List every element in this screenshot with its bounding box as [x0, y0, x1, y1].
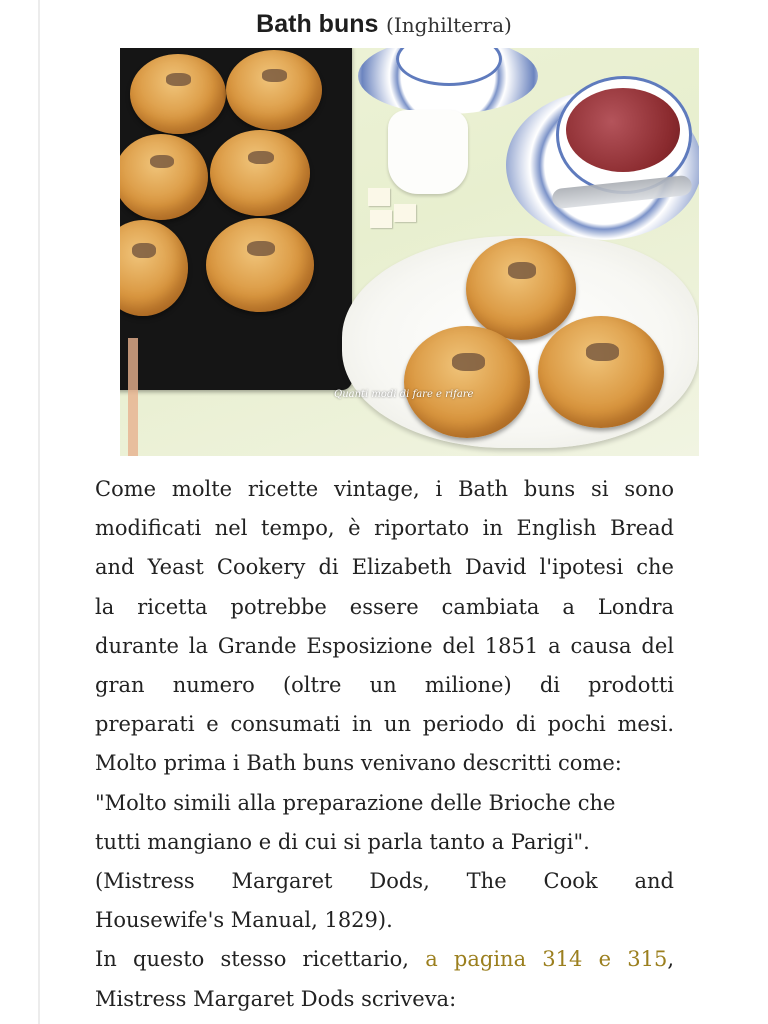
text-line: la ricetta potrebbe essere cambiata a Londra — [95, 594, 674, 619]
page-left-border — [38, 0, 40, 1024]
text-line: Molto prima i Bath buns venivano descritti come: — [95, 751, 622, 776]
sugar-cube — [368, 188, 390, 206]
text-line: gran numero (oltre un milione) di prodotti — [95, 673, 674, 698]
milk-jug — [388, 110, 468, 194]
bun — [206, 218, 314, 312]
paragraph-reference — [95, 940, 674, 1018]
text-line: Housewife's Manual, 1829). — [95, 908, 393, 933]
bun — [466, 238, 576, 340]
text-line: and Yeast Cookery di Elizabeth David l'ipotesi che — [95, 555, 674, 580]
paragraph-history — [95, 470, 674, 744]
bun — [538, 316, 664, 428]
sugar-cube — [394, 204, 416, 222]
text-line: durante la Grande Esposizione del 1851 a causa del — [95, 633, 674, 658]
text-line: (Mistress Margaret Dods, The Cook and — [95, 869, 674, 894]
bath-buns-photo — [120, 48, 699, 456]
page-title — [0, 6, 768, 43]
reference-line — [95, 940, 674, 979]
title-country: (Inghilterra) — [386, 13, 512, 37]
reference-before-link: In questo stesso ricettario, — [95, 947, 426, 972]
text-line: preparati e consumati in un periodo di pochi mesi. — [95, 712, 674, 737]
bun — [226, 50, 322, 130]
bun — [210, 130, 310, 216]
text-line: Come molte ricette vintage, i Bath buns si sono — [95, 477, 674, 501]
sugar-cube — [370, 210, 392, 228]
paragraph-quote — [95, 744, 674, 940]
reference-after-link: , — [667, 947, 675, 972]
article-body — [95, 470, 674, 1019]
tablecloth-stripe — [128, 338, 138, 456]
bun — [130, 54, 226, 134]
photo-watermark: Quanti modi di fare e rifare — [334, 389, 474, 400]
text-line: "Molto simili alla preparazione delle Brioche che — [95, 790, 616, 815]
title-main: Bath buns — [256, 10, 379, 38]
bun — [404, 326, 530, 438]
text-line: tutti mangiano e di cui si parla tanto a Parigi". — [95, 829, 590, 854]
text-line: modificati nel tempo, è riportato in English Bread — [95, 516, 674, 541]
page-reference-link[interactable]: a pagina 314 e 315 — [425, 947, 668, 972]
tea — [566, 88, 680, 172]
text-line: Mistress Margaret Dods scriveva: — [95, 986, 457, 1011]
